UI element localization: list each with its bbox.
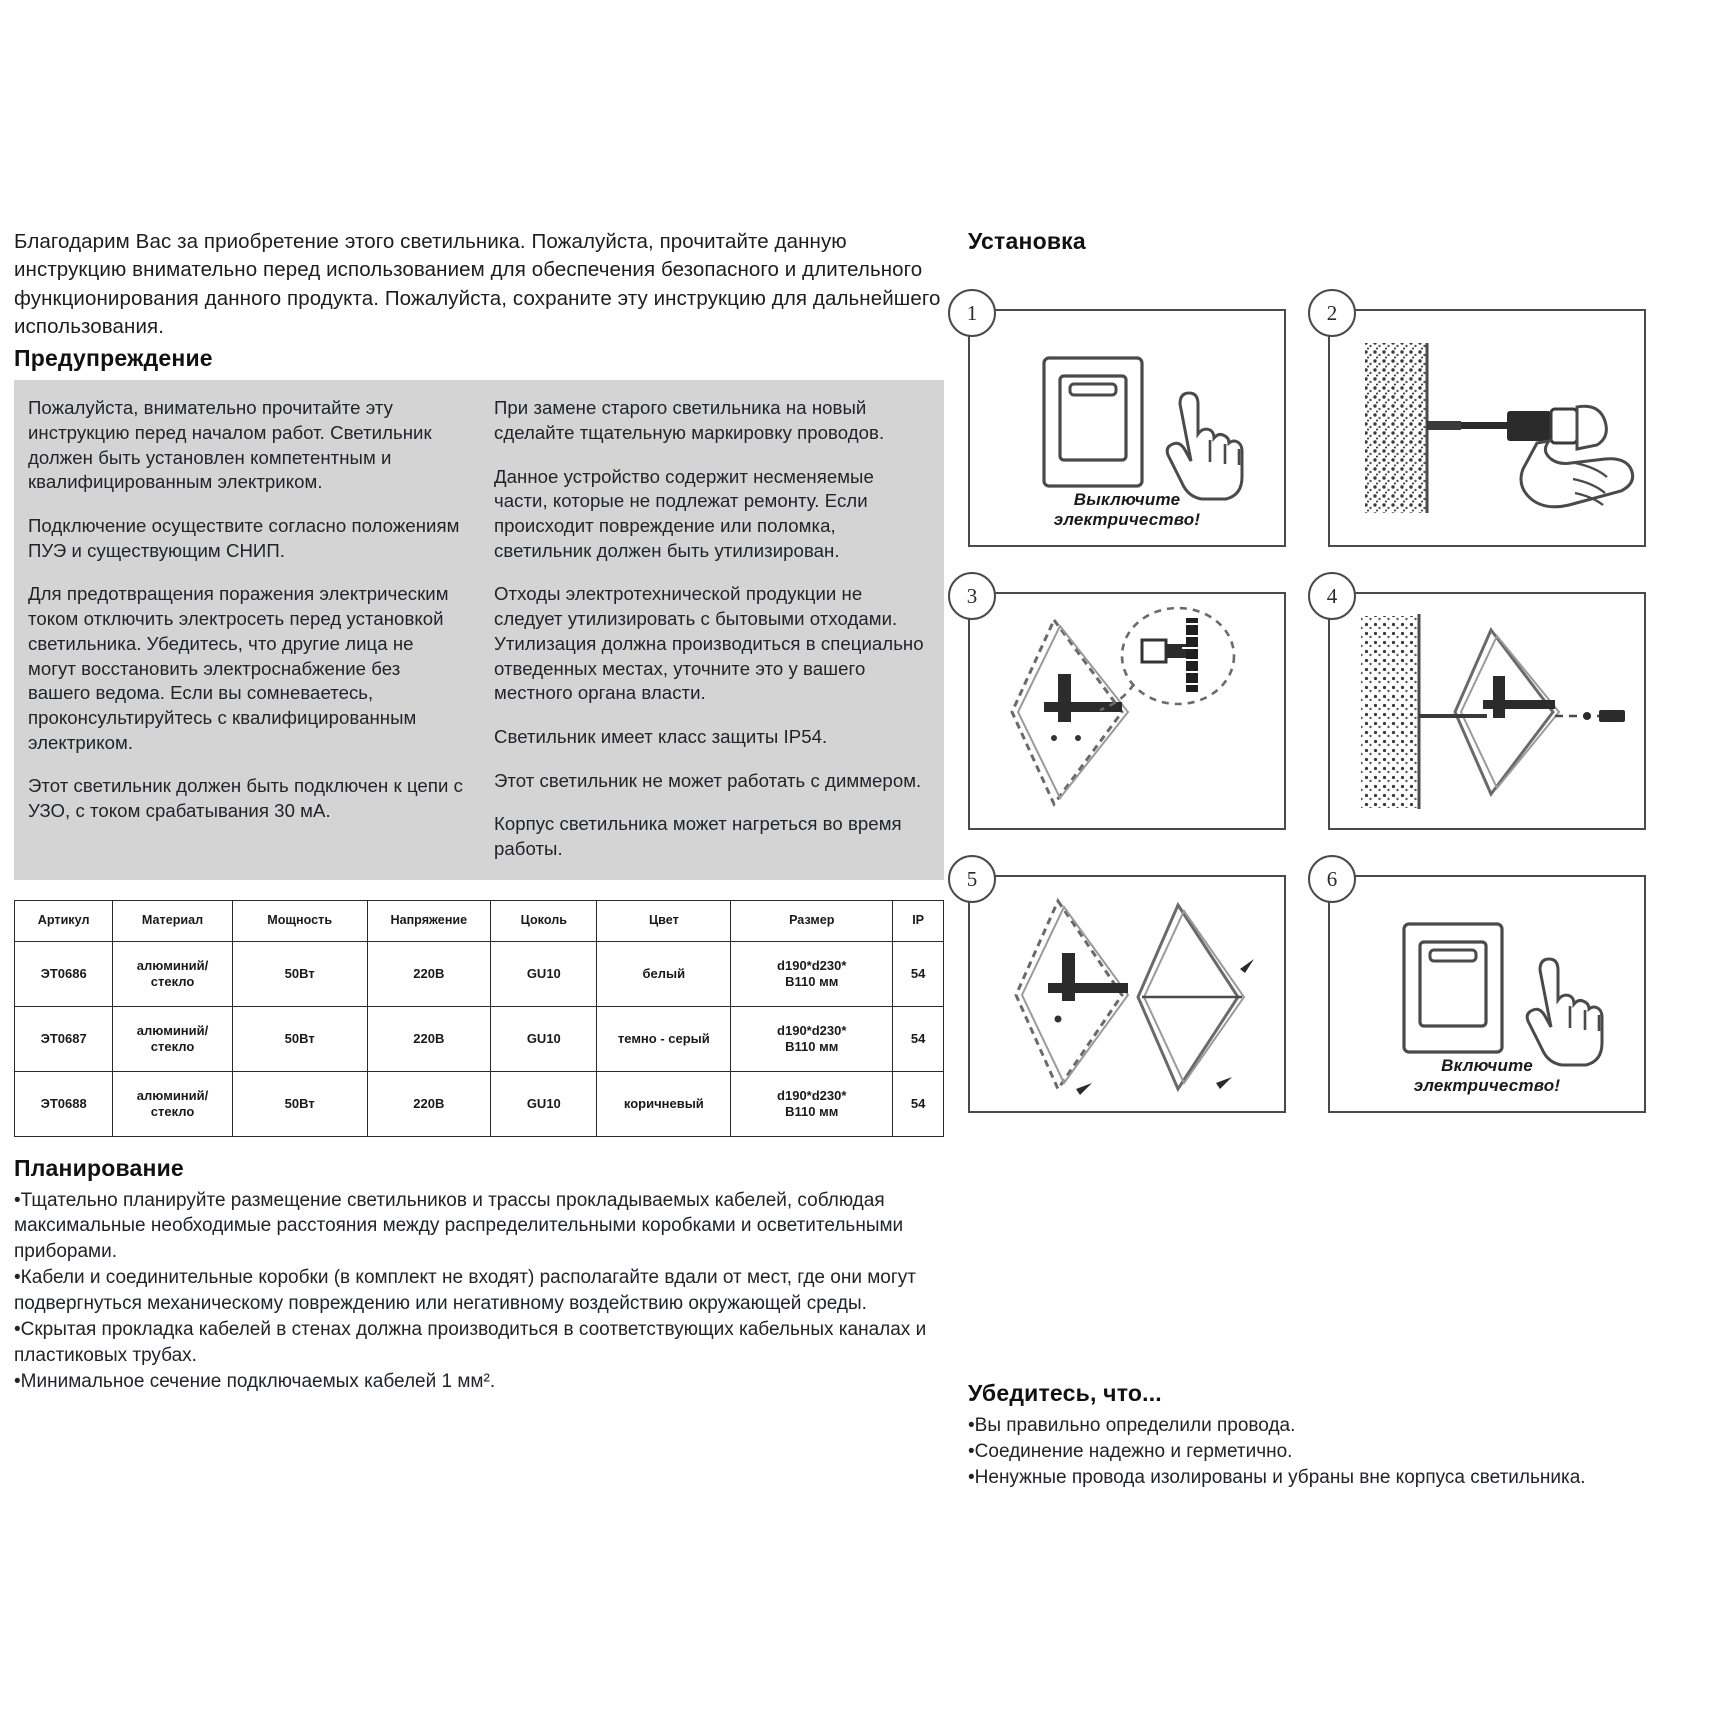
step-number-badge: 6 xyxy=(1308,855,1356,903)
warning-left-column xyxy=(28,396,464,862)
right-column xyxy=(968,228,1706,1113)
install-step-2 xyxy=(1326,300,1646,547)
cell-ip: 54 xyxy=(893,1006,944,1071)
cell-size-line2: В110 мм xyxy=(785,973,839,989)
intro-paragraph: Благодарим Вас за приобретение этого светильника. Пожалуйста, прочитайте данную инструкцию внимательно перед использованием для обеспечения безопасного и длительного функционирования данного продукта. Пожалуйста, сохраните эту инструкцию для дальнейшего использования. xyxy=(14,230,941,338)
ensure-section xyxy=(968,1380,1720,1490)
cell-ip: 54 xyxy=(893,941,944,1006)
cell-voltage: 220В xyxy=(367,1006,491,1071)
table-header-row xyxy=(15,900,944,941)
list-item: •Скрытая прокладка кабелей в стенах должна производиться в соответствующих кабельных каналах и пластиковых трубах. xyxy=(14,1319,927,1366)
cell-size xyxy=(731,941,893,1006)
install-step-6 xyxy=(1326,866,1646,1113)
step-caption xyxy=(1330,1056,1644,1097)
th-power: Мощность xyxy=(232,900,367,941)
step-caption xyxy=(970,490,1284,531)
install-step-4 xyxy=(1326,583,1646,830)
cell-article: ЭТ0688 xyxy=(15,1071,113,1136)
th-color: Цвет xyxy=(597,900,731,941)
step-caption-line1: Выключите xyxy=(1073,489,1181,509)
cell-socket: GU10 xyxy=(491,1006,597,1071)
mount-bracket-wall-icon xyxy=(1330,594,1644,828)
cell-power: 50Вт xyxy=(232,1006,367,1071)
step-caption-line2: электричество! xyxy=(1413,1076,1561,1096)
cell-material-line1: алюминий/ xyxy=(136,958,209,974)
cell-color: коричневый xyxy=(597,1071,731,1136)
warning-right-p2: Данное устройство содержит несменяемые части, которые не подлежат ремонту. Если происходит повреждение или поломка, светильник должен быть утилизирован. xyxy=(494,465,874,561)
cell-power: 50Вт xyxy=(232,1071,367,1136)
warning-box xyxy=(14,380,944,880)
warning-right-p6: Корпус светильника может нагреться во время работы. xyxy=(494,813,902,860)
cell-voltage: 220В xyxy=(367,1071,491,1136)
th-material: Материал xyxy=(113,900,233,941)
table-row xyxy=(15,941,944,1006)
cell-material-line1: алюминий/ xyxy=(136,1023,209,1039)
installation-steps-grid xyxy=(966,300,1706,1113)
spec-table-wrapper xyxy=(14,900,944,1137)
install-step-1 xyxy=(966,300,1286,547)
th-socket: Цоколь xyxy=(491,900,597,941)
table-row xyxy=(15,1006,944,1071)
ensure-list xyxy=(968,1413,1720,1490)
planning-list xyxy=(14,1188,944,1395)
cell-socket: GU10 xyxy=(491,941,597,1006)
warning-right-column xyxy=(494,396,930,862)
spec-table xyxy=(14,900,944,1137)
cell-color: белый xyxy=(597,941,731,1006)
th-ip: IP xyxy=(893,900,944,941)
cell-size-line2: В110 мм xyxy=(785,1038,839,1054)
step-number-badge: 2 xyxy=(1308,289,1356,337)
step-number-badge: 3 xyxy=(948,572,996,620)
cell-color: темно - серый xyxy=(597,1006,731,1071)
step-caption-line1: Включите xyxy=(1441,1055,1533,1075)
install-step-3 xyxy=(966,583,1286,830)
cell-voltage: 220В xyxy=(367,941,491,1006)
warning-heading: Предупреждение xyxy=(14,345,213,372)
cell-size-line1: d190*d230* xyxy=(777,958,847,974)
cell-material xyxy=(113,941,233,1006)
cell-material-line2: стекло xyxy=(150,1103,195,1119)
cell-size xyxy=(731,1006,893,1071)
warning-right-p5: Этот светильник не может работать с диммером. xyxy=(494,769,922,791)
cell-material-line2: стекло xyxy=(150,973,195,989)
warning-left-p3: Для предотвращения поражения электрическим током отключить электросеть перед установкой светильника. Убедитесь, что другие лица не могут восстановить электроснабжение без вашего ведома. Если вы сомневаетесь, проконсультируйтесь с квалифицированным электриком. xyxy=(28,583,449,753)
cell-material-line1: алюминий/ xyxy=(136,1088,209,1104)
warning-left-p2: Подключение осуществите согласно положениям ПУЭ и существующим СНИП. xyxy=(28,515,460,561)
th-voltage: Напряжение xyxy=(367,900,491,941)
cell-size-line1: d190*d230* xyxy=(777,1023,847,1039)
left-column xyxy=(14,228,944,1396)
cell-power: 50Вт xyxy=(232,941,367,1006)
list-item: •Соединение надежно и герметично. xyxy=(968,1440,1293,1462)
cell-socket: GU10 xyxy=(491,1071,597,1136)
step-caption-line2: электричество! xyxy=(1053,510,1201,530)
drill-wall-icon xyxy=(1330,311,1644,545)
warning-right-p4: Светильник имеет класс защиты IP54. xyxy=(494,726,828,748)
list-item: •Тщательно планируйте размещение светильников и трассы прокладываемых кабелей, соблюдая максимальные необходимые расстояния между распределительными коробками и осветительными приборами. xyxy=(14,1189,904,1262)
list-item: •Ненужные провода изолированы и убраны вне корпуса светильника. xyxy=(968,1466,1586,1488)
installation-heading: Установка xyxy=(968,228,1086,254)
table-row xyxy=(15,1071,944,1136)
cell-article: ЭТ0687 xyxy=(15,1006,113,1071)
step-number-badge: 1 xyxy=(948,289,996,337)
warning-left-p1: Пожалуйста, внимательно прочитайте эту инструкцию перед началом работ. Светильник должен быть установлен компетентным и квалифицированным электриком. xyxy=(28,397,432,493)
planning-heading: Планирование xyxy=(14,1154,184,1181)
list-item: •Минимальное сечение подключаемых кабелей 1 мм². xyxy=(14,1371,496,1393)
list-item: •Вы правильно определили провода. xyxy=(968,1415,1296,1436)
warning-right-p3: Отходы электротехнической продукции не следует утилизировать с бытовыми отходами. Утилизация должна производиться в специально отведенных местах, уточните это у вашего местного органа власти. xyxy=(494,583,924,704)
step-number-badge: 5 xyxy=(948,855,996,903)
cell-size xyxy=(731,1071,893,1136)
th-size: Размер xyxy=(731,900,893,941)
ensure-heading: Убедитесь, что... xyxy=(968,1380,1162,1406)
list-item: •Кабели и соединительные коробки (в комплект не входят) располагайте вдали от мест, где они могут подвергнуться механическому повреждению или негативному воздействию окружающей среды. xyxy=(14,1267,916,1314)
cell-material xyxy=(113,1006,233,1071)
install-step-5 xyxy=(966,866,1286,1113)
cell-size-line2: В110 мм xyxy=(785,1103,839,1119)
cell-article: ЭТ0686 xyxy=(15,941,113,1006)
cell-material-line2: стекло xyxy=(150,1038,195,1054)
step-number-badge: 4 xyxy=(1308,572,1356,620)
cell-size-line1: d190*d230* xyxy=(777,1088,847,1104)
bracket-screw-detail-icon xyxy=(970,594,1284,828)
cell-ip: 54 xyxy=(893,1071,944,1136)
th-article: Артикул xyxy=(15,900,113,941)
warning-right-p1: При замене старого светильника на новый сделайте тщательную маркировку проводов. xyxy=(494,397,885,443)
warning-left-p4: Этот светильник должен быть подключен к цепи с УЗО, с током срабатывания 30 мА. xyxy=(28,775,463,822)
attach-fixture-icon xyxy=(970,877,1284,1111)
cell-material xyxy=(113,1071,233,1136)
